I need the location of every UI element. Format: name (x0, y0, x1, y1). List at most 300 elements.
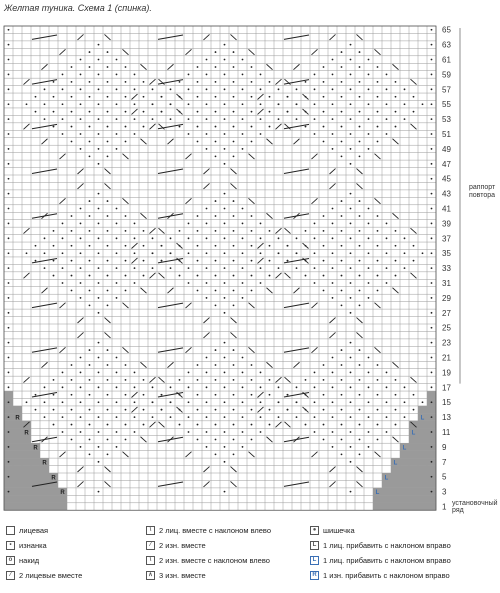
decrease-mark (78, 34, 84, 39)
purl-dot (197, 126, 199, 128)
purl-dot (404, 267, 406, 269)
purl-dot (251, 230, 253, 232)
purl-dot (8, 193, 10, 195)
purl-dot (89, 453, 91, 455)
purl-dot (404, 88, 406, 90)
decrease-mark (78, 169, 84, 174)
purl-dot (89, 349, 91, 351)
decrease-mark (159, 377, 165, 382)
purl-dot (233, 364, 235, 366)
purl-dot (215, 96, 217, 98)
purl-dot (125, 364, 127, 366)
purl-dot (197, 439, 199, 441)
purl-dot (98, 193, 100, 195)
purl-dot (98, 208, 100, 210)
purl-dot (44, 252, 46, 254)
decrease-mark (393, 139, 399, 144)
purl-dot (134, 74, 136, 76)
purl-dot (26, 103, 28, 105)
legend-item (146, 541, 206, 550)
purl-dot (368, 88, 370, 90)
purl-dot (242, 446, 244, 448)
purl-dot (233, 215, 235, 217)
purl-dot (8, 88, 10, 90)
decrease-mark (312, 198, 318, 203)
purl-dot (26, 252, 28, 254)
purl-dot (71, 141, 73, 143)
purl-dot (224, 282, 226, 284)
purl-dot (8, 252, 10, 254)
purl-dot (359, 394, 361, 396)
legend-item (146, 556, 270, 565)
decrease-mark (231, 467, 237, 472)
legend-item (6, 541, 47, 550)
purl-dot (107, 424, 109, 426)
decrease-mark (141, 288, 147, 293)
decrease-mark (186, 303, 192, 308)
purl-dot (98, 103, 100, 105)
purl-dot (116, 386, 118, 388)
purl-dot (116, 401, 118, 403)
row-number: 9 (442, 442, 447, 452)
purl-dot (8, 118, 10, 120)
purl-dot (395, 260, 397, 262)
purl-dot (125, 409, 127, 411)
purl-dot (323, 81, 325, 83)
purl-dot (35, 409, 37, 411)
purl-dot (53, 230, 55, 232)
purl-dot (395, 245, 397, 247)
purl-dot (368, 208, 370, 210)
purl-dot (62, 431, 64, 433)
purl-dot (197, 81, 199, 83)
increase-mark: L (402, 445, 407, 452)
purl-dot (314, 103, 316, 105)
purl-dot (143, 81, 145, 83)
cable-mark (284, 35, 309, 39)
purl-dot (80, 297, 82, 299)
purl-dot (80, 431, 82, 433)
purl-dot (107, 275, 109, 277)
purl-dot (179, 379, 181, 381)
purl-dot (197, 409, 199, 411)
purl-dot (350, 44, 352, 46)
purl-dot (152, 103, 154, 105)
decrease-mark (141, 213, 147, 218)
purl-dot (71, 290, 73, 292)
purl-dot (125, 230, 127, 232)
row-number: 45 (442, 174, 451, 184)
purl-dot (53, 111, 55, 113)
cable-mark (32, 214, 57, 218)
purl-dot (377, 111, 379, 113)
purl-dot (224, 148, 226, 150)
purl-dot (359, 215, 361, 217)
decrease-mark (393, 437, 399, 442)
purl-dot (170, 103, 172, 105)
decrease-mark (159, 273, 165, 278)
purl-dot (323, 141, 325, 143)
decrease-mark (150, 273, 156, 278)
purl-dot (350, 267, 352, 269)
purl-dot (260, 386, 262, 388)
purl-dot (8, 282, 10, 284)
purl-dot (332, 74, 334, 76)
purl-dot (197, 96, 199, 98)
purl-dot (107, 409, 109, 411)
purl-dot (116, 357, 118, 359)
purl-dot (206, 133, 208, 135)
purl-dot (89, 81, 91, 83)
decrease-mark (258, 109, 264, 114)
purl-dot (386, 401, 388, 403)
purl-dot (98, 88, 100, 90)
purl-dot (134, 401, 136, 403)
purl-dot (107, 260, 109, 262)
purl-dot (233, 439, 235, 441)
decrease-mark (312, 49, 318, 54)
purl-dot (431, 386, 433, 388)
decrease-mark (393, 288, 399, 293)
legend-item (310, 571, 450, 580)
decrease-mark (357, 183, 363, 188)
legend-item (6, 526, 48, 535)
purl-dot (80, 133, 82, 135)
purl-dot (323, 215, 325, 217)
purl-dot (314, 223, 316, 225)
purl-dot (323, 245, 325, 247)
legend-label: 3 изн. вместе (159, 571, 206, 580)
purl-dot (287, 394, 289, 396)
decrease-mark (285, 377, 291, 382)
purl-dot (296, 416, 298, 418)
purl-dot (260, 282, 262, 284)
purl-dot (116, 267, 118, 269)
purl-dot (215, 424, 217, 426)
purl-dot (251, 215, 253, 217)
purl-dot (242, 237, 244, 239)
purl-dot (386, 431, 388, 433)
purl-dot (206, 74, 208, 76)
purl-dot (296, 237, 298, 239)
legend-label: 1 лиц. прибавить с наклоном вправо (323, 541, 451, 550)
purl-dot (215, 379, 217, 381)
purl-dot (98, 44, 100, 46)
purl-dot (170, 88, 172, 90)
row-number: 51 (442, 130, 451, 140)
purl-dot (8, 163, 10, 165)
purl-dot (242, 386, 244, 388)
purl-dot (305, 275, 307, 277)
decrease-mark (249, 347, 255, 352)
decrease-mark (357, 467, 363, 472)
purl-dot (431, 312, 433, 314)
purl-dot (224, 491, 226, 493)
purl-dot (251, 439, 253, 441)
decrease-mark (357, 332, 363, 337)
purl-dot (143, 260, 145, 262)
purl-dot (359, 141, 361, 143)
decrease-mark (150, 228, 156, 233)
purl-dot (278, 118, 280, 120)
purl-dot (107, 439, 109, 441)
purl-dot (134, 252, 136, 254)
purl-dot (368, 103, 370, 105)
grey-cell (4, 466, 49, 473)
purl-dot (224, 416, 226, 418)
purl-dot (98, 59, 100, 61)
purl-dot (35, 260, 37, 262)
row-number: 17 (442, 383, 451, 393)
decrease-mark (42, 288, 48, 293)
purl-dot (377, 394, 379, 396)
purl-dot (350, 297, 352, 299)
purl-dot (89, 126, 91, 128)
decrease-mark (258, 407, 264, 412)
purl-dot (332, 59, 334, 61)
purl-dot (368, 297, 370, 299)
increase-mark: R (60, 490, 65, 497)
purl-dot (269, 126, 271, 128)
purl-dot (215, 364, 217, 366)
purl-dot (71, 409, 73, 411)
purl-dot (44, 416, 46, 418)
purl-dot (98, 118, 100, 120)
purl-dot (224, 237, 226, 239)
legend-item (146, 571, 206, 580)
purl-dot (215, 66, 217, 68)
purl-dot (269, 260, 271, 262)
purl-dot (152, 267, 154, 269)
purl-dot (215, 409, 217, 411)
row-number: 13 (442, 413, 451, 423)
purl-dot (431, 282, 433, 284)
decrease-mark (141, 64, 147, 69)
decrease-mark (276, 273, 282, 278)
grey-cell (391, 458, 436, 465)
purl-dot (350, 446, 352, 448)
purl-dot (269, 409, 271, 411)
purl-dot (125, 260, 127, 262)
grey-cell (4, 488, 67, 495)
purl-dot (107, 290, 109, 292)
purl-dot (89, 409, 91, 411)
legend-item (6, 571, 82, 580)
purl-dot (170, 416, 172, 418)
purl-dot (224, 44, 226, 46)
purl-dot (224, 342, 226, 344)
purl-dot (152, 118, 154, 120)
decrease-mark (150, 124, 156, 129)
purl-dot (8, 44, 10, 46)
purl-dot (359, 260, 361, 262)
grey-cell (373, 495, 436, 502)
purl-dot (98, 461, 100, 463)
row-number: 25 (442, 323, 451, 333)
purl-dot (368, 148, 370, 150)
purl-dot (314, 431, 316, 433)
purl-dot (368, 118, 370, 120)
purl-dot (278, 237, 280, 239)
purl-dot (71, 111, 73, 113)
purl-dot (350, 252, 352, 254)
purl-dot (8, 312, 10, 314)
purl-dot (296, 267, 298, 269)
purl-dot (62, 88, 64, 90)
purl-dot (431, 372, 433, 374)
decrease-mark (276, 422, 282, 427)
purl-dot (269, 424, 271, 426)
purl-dot (206, 118, 208, 120)
purl-dot (260, 118, 262, 120)
purl-dot (341, 51, 343, 53)
decrease-mark (78, 183, 84, 188)
purl-dot (314, 118, 316, 120)
purl-dot (431, 461, 433, 463)
purl-dot (62, 282, 64, 284)
decrease-mark (60, 452, 66, 457)
purl-dot (341, 96, 343, 98)
purl-dot (107, 379, 109, 381)
purl-dot (188, 386, 190, 388)
purl-dot (89, 394, 91, 396)
decrease-mark (249, 303, 255, 308)
cable-mark (158, 437, 183, 441)
purl-dot (224, 59, 226, 61)
decrease-mark (249, 452, 255, 457)
purl-dot (188, 372, 190, 374)
decrease-mark (231, 34, 237, 39)
decrease-mark (393, 362, 399, 367)
purl-dot (62, 74, 64, 76)
purl-dot (251, 409, 253, 411)
decrease-mark (312, 154, 318, 159)
purl-dot (107, 304, 109, 306)
purl-dot (368, 59, 370, 61)
legend-symbol-icon: \ (146, 526, 155, 535)
purl-dot (332, 431, 334, 433)
purl-dot (62, 223, 64, 225)
purl-dot (8, 461, 10, 463)
purl-dot (188, 74, 190, 76)
purl-dot (134, 118, 136, 120)
purl-dot (386, 103, 388, 105)
decrease-mark (150, 79, 156, 84)
purl-dot (215, 111, 217, 113)
purl-dot (71, 275, 73, 277)
decrease-mark (411, 124, 417, 129)
purl-dot (89, 215, 91, 217)
purl-dot (233, 141, 235, 143)
purl-dot (224, 193, 226, 195)
purl-dot (197, 290, 199, 292)
purl-dot (206, 401, 208, 403)
purl-dot (215, 200, 217, 202)
purl-dot (431, 252, 433, 254)
purl-dot (134, 133, 136, 135)
purl-dot (215, 230, 217, 232)
legend-label: 2 изн. вместе с наклоном влево (159, 556, 270, 565)
purl-dot (215, 290, 217, 292)
purl-dot (80, 416, 82, 418)
purl-dot (215, 260, 217, 262)
purl-dot (116, 118, 118, 120)
purl-dot (188, 282, 190, 284)
purl-dot (332, 223, 334, 225)
purl-dot (422, 252, 424, 254)
purl-dot (341, 364, 343, 366)
purl-dot (116, 103, 118, 105)
purl-dot (359, 409, 361, 411)
purl-dot (260, 74, 262, 76)
purl-dot (80, 282, 82, 284)
purl-dot (350, 148, 352, 150)
purl-dot (413, 111, 415, 113)
purl-dot (143, 230, 145, 232)
cable-mark (158, 214, 183, 218)
purl-dot (242, 431, 244, 433)
purl-dot (71, 96, 73, 98)
purl-dot (53, 81, 55, 83)
purl-dot (242, 118, 244, 120)
row-number: 35 (442, 249, 451, 259)
legend-label: 1 лиц. прибавить с наклоном вправо (323, 556, 451, 565)
decrease-mark (285, 228, 291, 233)
purl-dot (314, 372, 316, 374)
row-number: 59 (442, 70, 451, 80)
purl-dot (350, 386, 352, 388)
purl-dot (233, 245, 235, 247)
purl-dot (8, 416, 10, 418)
purl-dot (89, 290, 91, 292)
purl-dot (71, 439, 73, 441)
decrease-mark (186, 49, 192, 54)
decrease-mark (132, 392, 138, 397)
purl-dot (152, 386, 154, 388)
decrease-mark (168, 64, 174, 69)
purl-dot (143, 394, 145, 396)
purl-dot (395, 275, 397, 277)
purl-dot (323, 96, 325, 98)
purl-dot (341, 379, 343, 381)
purl-dot (323, 66, 325, 68)
purl-dot (188, 416, 190, 418)
purl-dot (431, 237, 433, 239)
purl-dot (8, 59, 10, 61)
decrease-mark (132, 243, 138, 248)
purl-dot (350, 88, 352, 90)
purl-dot (8, 29, 10, 31)
purl-dot (107, 200, 109, 202)
purl-dot (323, 364, 325, 366)
purl-dot (332, 118, 334, 120)
purl-dot (350, 118, 352, 120)
purl-dot (107, 453, 109, 455)
decrease-mark (393, 64, 399, 69)
purl-dot (35, 96, 37, 98)
purl-dot (179, 126, 181, 128)
purl-dot (296, 103, 298, 105)
purl-dot (431, 193, 433, 195)
decrease-mark (132, 258, 138, 263)
purl-dot (80, 237, 82, 239)
purl-dot (242, 74, 244, 76)
purl-dot (179, 275, 181, 277)
purl-dot (224, 208, 226, 210)
purl-dot (260, 416, 262, 418)
purl-dot (341, 155, 343, 157)
purl-dot (233, 424, 235, 426)
